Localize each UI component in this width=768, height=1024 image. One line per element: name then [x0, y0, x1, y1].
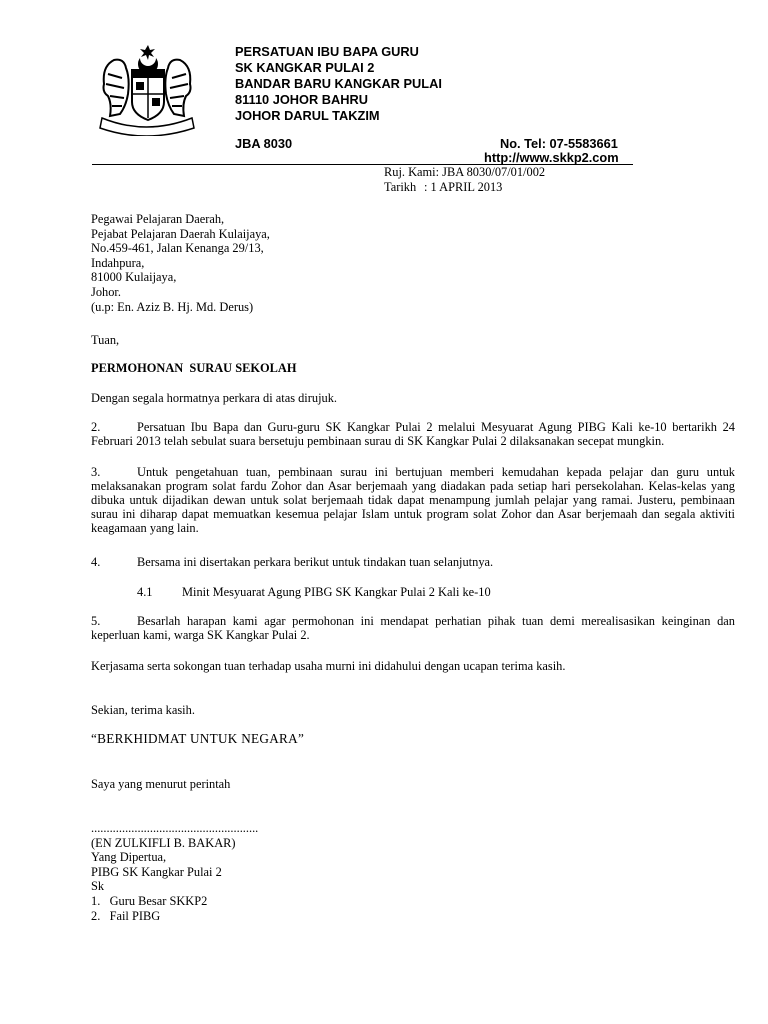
paragraph-4 [91, 555, 735, 569]
paragraph-text: Untuk pengetahuan tuan, pembinaan surau ini bertujuan memberi kemudahan kepada pelajar dan guru untuk melaksanakan program solat fardu Zohor dan Asar berjemaah yang diadakan pada setiap hari persekolahan. Kelas-kelas yang dibuka untuk dijadikan dewan untuk solat berjemaah tidak dapat menampung jumlah pelajar yang ramai. Justeru, pembinaan surau ini diharap dapat memuatkan kesemua pelajar Islam untuk program solat Zohor dan Asar berjemaah dan segala aktiviti keagamaan yang lain. [91, 465, 735, 535]
attachment-number: 4.1 [137, 585, 153, 599]
recipient-line: Pegawai Pelajaran Daerah, [91, 212, 225, 226]
school-name: SK KANGKAR PULAI 2 [235, 60, 375, 75]
paragraph-text: Persatuan Ibu Bapa dan Guru-guru SK Kangkar Pulai 2 melalui Mesyuarat Agung PIBG Kali ke-10 bertarikh 24 Februari 2013 telah sebulat suara bersetuju pembinaan surau di SK Kangkar Pulai 2 dilaksanakan secepat mungkin. [91, 420, 735, 448]
recipient-line: 81000 Kulaijaya, [91, 270, 177, 285]
signatory-title: Yang Dipertua, [91, 850, 167, 865]
cc-label: Sk [91, 879, 105, 894]
cc-item: 2. Fail PIBG [91, 908, 161, 923]
paragraph-text: Besarlah harapan kami agar permohonan ini mendapat perhatian pihak tuan demi merealisasikan keinginan dan keperluan kami, warga SK Kangkar Pulai 2. [91, 614, 735, 642]
salutation: Tuan, [91, 333, 120, 347]
recipient-address [91, 212, 270, 314]
motto: “BERKHIDMAT UNTUK NEGARA” [91, 731, 305, 746]
intro-text: Dengan segala hormatnya perkara di atas dirujuk. [91, 391, 337, 405]
signature-block [91, 821, 258, 923]
paragraph-2 [91, 420, 735, 448]
paragraph-5 [91, 614, 735, 642]
paragraph-number: 4. [91, 555, 101, 569]
paragraph-number: 5. [91, 614, 101, 628]
letter-subject: PERMOHONAN SURAU SEKOLAH [91, 361, 297, 375]
website-link[interactable]: http://www.skkp2.com [484, 150, 619, 165]
attachment-text: Minit Mesyuarat Agung PIBG SK Kangkar Pulai 2 Kali ke-10 [182, 585, 491, 599]
coat-of-arms-logo [96, 44, 198, 136]
date-label: Tarikh [384, 180, 417, 194]
date-value: : 1 APRIL 2013 [424, 180, 503, 194]
school-code: JBA 8030 [235, 136, 293, 151]
date-line [384, 180, 502, 194]
org-name: PERSATUAN IBU BAPA GURU [235, 44, 419, 59]
paragraph-3 [91, 465, 735, 535]
signatory-org: PIBG SK Kangkar Pulai 2 [91, 864, 222, 879]
header-divider [92, 164, 633, 165]
recipient-line: Pejabat Pelajaran Daerah Kulaijaya, [91, 226, 270, 241]
paragraph-number: 2. [91, 420, 101, 434]
postcode-city: 81110 JOHOR BAHRU [235, 92, 368, 107]
recipient-line: No.459-461, Jalan Kenanga 29/13, [91, 241, 264, 256]
signatory-name: (EN ZULKIFLI B. BAKAR) [91, 835, 236, 850]
reference-number: Ruj. Kami: JBA 8030/07/01/002 [384, 165, 546, 179]
phone-number: No. Tel: 07-5583661 [500, 136, 618, 151]
address-line: BANDAR BARU KANGKAR PULAI [235, 76, 442, 91]
state-name: JOHOR DARUL TAKZIM [235, 108, 380, 123]
closing-phrase: Saya yang menurut perintah [91, 777, 231, 791]
paragraph-text: Bersama ini disertakan perkara berikut untuk tindakan tuan selanjutnya. [137, 555, 494, 569]
letterhead-address [235, 44, 442, 124]
paragraph-number: 3. [91, 465, 101, 479]
recipient-line: Indahpura, [91, 255, 145, 270]
cc-item: 1. Guru Besar SKKP2 [91, 893, 208, 908]
recipient-line: Johor. [91, 284, 121, 299]
closing-thanks: Kerjasama serta sokongan tuan terhadap usaha murni ini didahului dengan ucapan terima kasih. [91, 659, 566, 673]
recipient-line: (u.p: En. Aziz B. Hj. Md. Derus) [91, 299, 254, 314]
attachment-item [137, 585, 491, 599]
sekian-text: Sekian, terima kasih. [91, 703, 195, 717]
signature-line: ...................................................... [91, 821, 259, 835]
